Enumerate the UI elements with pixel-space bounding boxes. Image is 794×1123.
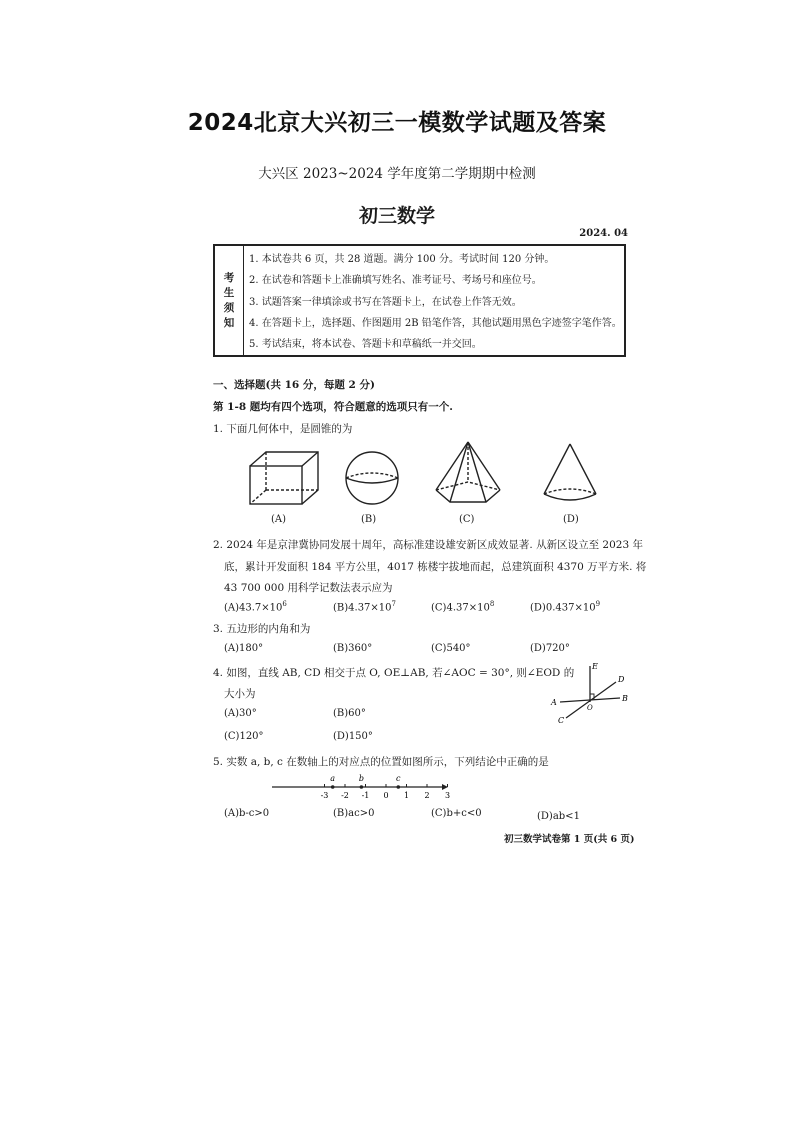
question-2-line3: 43 700 000 用科学记数法表示应为 xyxy=(224,582,393,594)
label-e: E xyxy=(592,662,598,671)
option-label: (D) xyxy=(530,602,546,614)
notice-label xyxy=(215,246,244,355)
number-line-tick-label: -1 xyxy=(361,791,370,800)
option-exponent: 9 xyxy=(595,600,601,608)
label-a: A xyxy=(551,698,557,707)
notice-box xyxy=(213,244,626,357)
q4-option-c: (C)120° xyxy=(224,731,264,742)
option-mantissa: 4.37×10 xyxy=(446,602,490,614)
question-5-text: 5. 实数 a, b, c 在数轴上的对应点的位置如图所示，下列结论中正确的是 xyxy=(213,756,549,768)
question-4-line2: 大小为 xyxy=(224,688,256,700)
exam-subtitle: 大兴区 2023~2024 学年度第二学期期中检测 xyxy=(258,166,536,182)
notice-item: 1. 本试卷共 6 页，共 28 道题。满分 100 分。考试时间 120 分钟。 xyxy=(249,254,555,265)
option-label: (C) xyxy=(431,602,447,614)
number-line-point-label: b xyxy=(358,774,364,783)
label-b: B xyxy=(622,694,628,703)
number-line-point-label: a xyxy=(330,774,336,783)
question-3-text: 3. 五边形的内角和为 xyxy=(213,623,311,635)
number-line-tick-label: -3 xyxy=(320,791,329,800)
notice-item: 2. 在试卷和答题卡上准确填写姓名、准考证号、考场号和座位号。 xyxy=(249,275,542,287)
option-mantissa: 0.437×10 xyxy=(545,602,596,614)
option-exponent: 6 xyxy=(282,600,287,608)
option-label: (B) xyxy=(333,602,349,614)
number-line-point-label: c xyxy=(396,774,401,783)
label-c: C xyxy=(558,716,565,725)
number-line-point-a xyxy=(331,785,335,789)
q1-label-b: (B) xyxy=(361,514,377,525)
notice-label-char: 须 xyxy=(223,301,235,314)
q4-option-d: (D)150° xyxy=(333,731,373,742)
q3-option-d: (D)720° xyxy=(530,643,570,654)
q3-option-b: (B)360° xyxy=(333,643,373,654)
number-line-tick-label: 2 xyxy=(424,791,430,800)
q4-option-b: (B)60° xyxy=(333,708,366,719)
pyramid-figure xyxy=(436,442,500,502)
number-line-tick-label: 0 xyxy=(383,791,389,800)
section-instruction: 第 1-8 题均有四个选项，符合题意的选项只有一个. xyxy=(213,401,453,413)
q1-label-a: (A) xyxy=(271,514,287,525)
q2-option-a xyxy=(224,600,287,613)
q5-option-b: (B)ac>0 xyxy=(333,808,375,819)
cone-figure xyxy=(544,444,596,500)
q2-option-c xyxy=(431,600,494,613)
q1-label-d: (D) xyxy=(563,514,579,525)
q3-option-c: (C)540° xyxy=(431,643,471,654)
question-2-line2: 底，累计开发面积 184 平方公里，4017 栋楼宇拔地而起，总建筑面积 4370 万平方米. 将 xyxy=(224,561,647,573)
number-line-tick-label: 1 xyxy=(403,791,410,800)
notice-item: 3. 试题答案一律填涂或书写在答题卡上，在试卷上作答无效。 xyxy=(249,296,522,308)
q5-number-line xyxy=(270,772,450,800)
option-label: (A) xyxy=(224,602,240,614)
q1-solids-figure xyxy=(240,438,610,510)
q4-lines-figure xyxy=(548,660,632,726)
sphere-figure xyxy=(346,452,398,504)
number-line-tick-label: -2 xyxy=(341,791,349,800)
option-mantissa: 4.37×10 xyxy=(348,602,392,614)
notice-item: 4. 在答题卡上，选择题、作图题用 2B 铅笔作答，其他试题用黑色字迹签字笔作答。 xyxy=(249,317,622,329)
notice-label-char: 知 xyxy=(223,316,235,329)
notice-list xyxy=(244,246,624,355)
option-mantissa: 43.7×10 xyxy=(239,602,283,614)
exam-date: 2024. 04 xyxy=(579,228,628,239)
notice-item: 5. 考试结束，将本试卷、答题卡和草稿纸一并交回。 xyxy=(249,339,482,351)
q3-option-a: (A)180° xyxy=(224,643,264,654)
q2-option-b xyxy=(333,600,396,613)
page-footer: 初三数学试卷第 1 页(共 6 页) xyxy=(504,834,635,845)
label-d: D xyxy=(618,675,625,684)
option-exponent: 7 xyxy=(391,600,396,608)
cube-figure xyxy=(250,452,318,504)
q5-option-d: (D)ab<1 xyxy=(537,811,580,822)
notice-label-char: 生 xyxy=(223,286,235,299)
number-line-tick-label: 3 xyxy=(444,791,450,800)
number-line-point-b xyxy=(360,785,364,789)
line-cd xyxy=(566,682,616,718)
question-4-line1: 4. 如图，直线 AB, CD 相交于点 O, OE⊥AB, 若∠AOC = 30°, 则∠EOD 的 xyxy=(213,667,575,679)
q5-option-c: (C)b+c<0 xyxy=(431,808,482,819)
label-o: O xyxy=(587,704,593,712)
q1-label-c: (C) xyxy=(459,514,475,525)
q5-option-a: (A)b-c>0 xyxy=(224,808,270,819)
q2-option-d xyxy=(530,600,600,613)
option-exponent: 8 xyxy=(489,600,495,608)
question-2-line1: 2. 2024 年是京津冀协同发展十周年，高标准建设雄安新区成效显著. 从新区设立至 2023 年 xyxy=(213,539,643,551)
number-line-point-c xyxy=(397,785,401,789)
question-1-text: 1. 下面几何体中，是圆锥的为 xyxy=(213,423,353,435)
q4-option-a: (A)30° xyxy=(224,708,257,719)
notice-label-char: 考 xyxy=(223,271,235,284)
section-heading: 一、选择题(共 16 分，每题 2 分) xyxy=(213,379,375,391)
subject-title: 初三数学 xyxy=(358,205,435,227)
document-title: 2024北京大兴初三一模数学试题及答案 xyxy=(187,110,607,136)
